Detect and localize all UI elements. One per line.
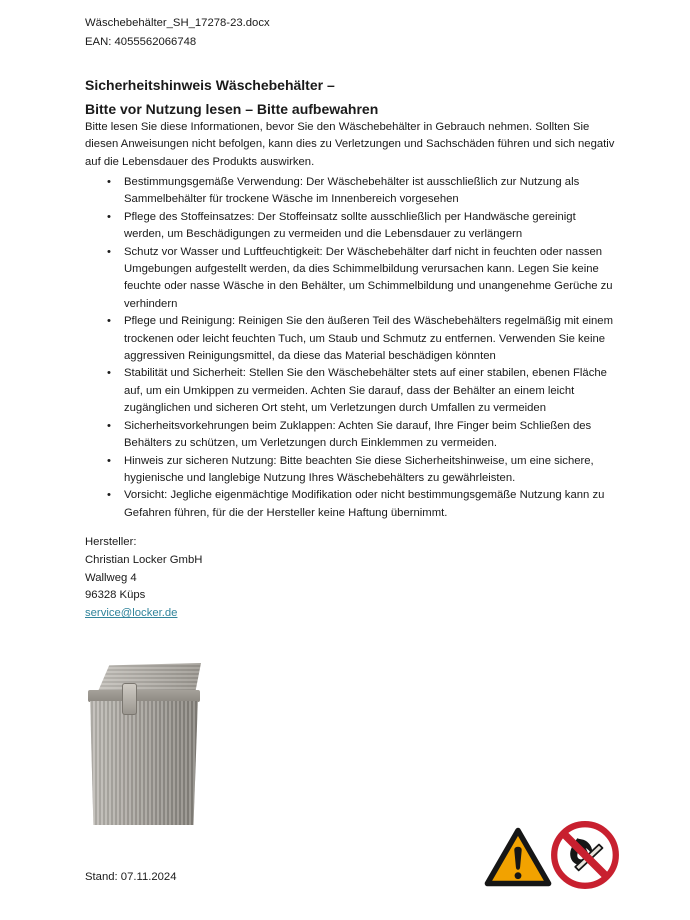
bullet-item — [85, 174, 617, 209]
basket-lid-rim — [88, 690, 200, 702]
bullet-marker: • — [107, 454, 111, 467]
manufacturer-label: Hersteller: — [85, 536, 137, 548]
title-line-2: Bitte vor Nutzung lesen – Bitte aufbewahren — [85, 100, 379, 117]
bullet-marker: • — [107, 315, 111, 328]
basket-clasp — [122, 683, 137, 715]
bullet-text: Vorsicht: Jegliche eigenmächtige Modifikation oder nicht bestimmungsgemäße Nutzung kann zu Gefahren führen, für die der Hersteller keine Haftung übernimmt. — [124, 489, 605, 519]
bullet-text: Sicherheitsvorkehrungen beim Zuklappen: Achten Sie darauf, Ihre Finger beim Schließen des Behälters zu schützen, um Verletzungen durch Einklemmen zu vermeiden. — [124, 419, 592, 450]
warning-triangle-icon — [484, 824, 552, 890]
bullet-item — [85, 487, 617, 522]
safety-icon-group — [484, 818, 620, 890]
bullet-text: Bestimmungsgemäße Verwendung: Der Wäschebehälter ist ausschließlich zur Nutzung als Sammelbehälter für trockene Wäsche im Innenbereich vorgesehen — [124, 176, 580, 206]
bullet-marker: • — [107, 489, 111, 502]
bullet-item — [85, 313, 617, 365]
bullet-marker: • — [107, 419, 111, 432]
ean-number: EAN: 4055562066748 — [85, 36, 197, 48]
bullet-text: Stabilität und Sicherheit: Stellen Sie den Wäschebehälter stets auf einer stabilen, ebenen Fläche auf, um ein Umkippen zu vermeiden. Achten Sie darauf, dass der Behälter an einem leicht zugänglichen und sicheren Ort steht, um Verletzungen durch Umfallen zu vermeiden — [124, 367, 607, 415]
bullet-item — [85, 418, 617, 453]
manufacturer-street: Wallweg 4 — [85, 571, 137, 584]
bullet-marker: • — [107, 245, 111, 258]
bullet-text: Schutz vor Wasser und Luftfeuchtigkeit: Der Wäschebehälter darf nicht in feuchten oder nassen Umgebungen aufgestellt werden, da dies Schimmelbildung verursachen kann. Legen Sie keine feuchte oder nasse Wäsche in den Behälter, um Schimmelbildung und unangenehme Gerüche zu verhindern — [124, 245, 613, 310]
bullet-text: Pflege und Reinigung: Reinigen Sie den äußeren Teil des Wäschebehälters regelmäßig mit einem trockenen oder leicht feuchten Tuch, um Staub und Schmutz zu entfernen. Verwenden Sie keine aggressiven Reinigungsmittel, da diese das Material beschädigen könnten — [124, 315, 613, 363]
bullet-item — [85, 244, 617, 314]
no-open-flame-icon — [550, 820, 620, 890]
page-title — [85, 74, 378, 121]
bullet-marker: • — [107, 176, 111, 188]
manufacturer-name: Christian Locker GmbH — [85, 553, 203, 566]
bullet-item — [85, 365, 617, 417]
bullet-item — [85, 453, 617, 488]
manufacturer-email-link[interactable]: service@locker.de — [85, 607, 178, 620]
document-file-header — [85, 14, 270, 52]
bullet-marker: • — [107, 210, 111, 223]
safety-bullet-list — [85, 174, 617, 522]
basket-lid — [93, 663, 201, 693]
bullet-marker: • — [107, 367, 111, 380]
manufacturer-block — [85, 534, 202, 623]
bullet-item — [85, 209, 617, 244]
intro-paragraph: Bitte lesen Sie diese Informationen, bevor Sie den Wäschebehälter in Gebrauch nehmen. Sollten Sie diesen Anweisungen nicht befolgen, kann dies zu Verletzungen und Sachschäden führen und sich negativ auf die Lebensdauer des Produkts auswirken. — [85, 121, 615, 168]
revision-date: Stand: 07.11.2024 — [85, 871, 177, 883]
manufacturer-city: 96328 Küps — [85, 589, 146, 602]
bullet-text: Pflege des Stoffeinsatzes: Der Stoffeinsatz sollte ausschließlich per Handwäsche gereinigt werden, um Beschädigungen zu vermeiden und die Lebensdauer zu verlängern — [124, 210, 576, 241]
product-image-laundry-basket — [88, 663, 206, 825]
basket-body — [89, 701, 199, 825]
title-line-1: Sicherheitshinweis Wäschebehälter – — [85, 77, 335, 93]
file-name: Wäschebehälter_SH_17278-23.docx — [85, 17, 270, 29]
bullet-text: Hinweis zur sicheren Nutzung: Bitte beachten Sie diese Sicherheitshinweise, um eine sichere, hygienische und langlebige Nutzung Ihres Wäschebehälters zu gewährleisten. — [124, 454, 594, 484]
